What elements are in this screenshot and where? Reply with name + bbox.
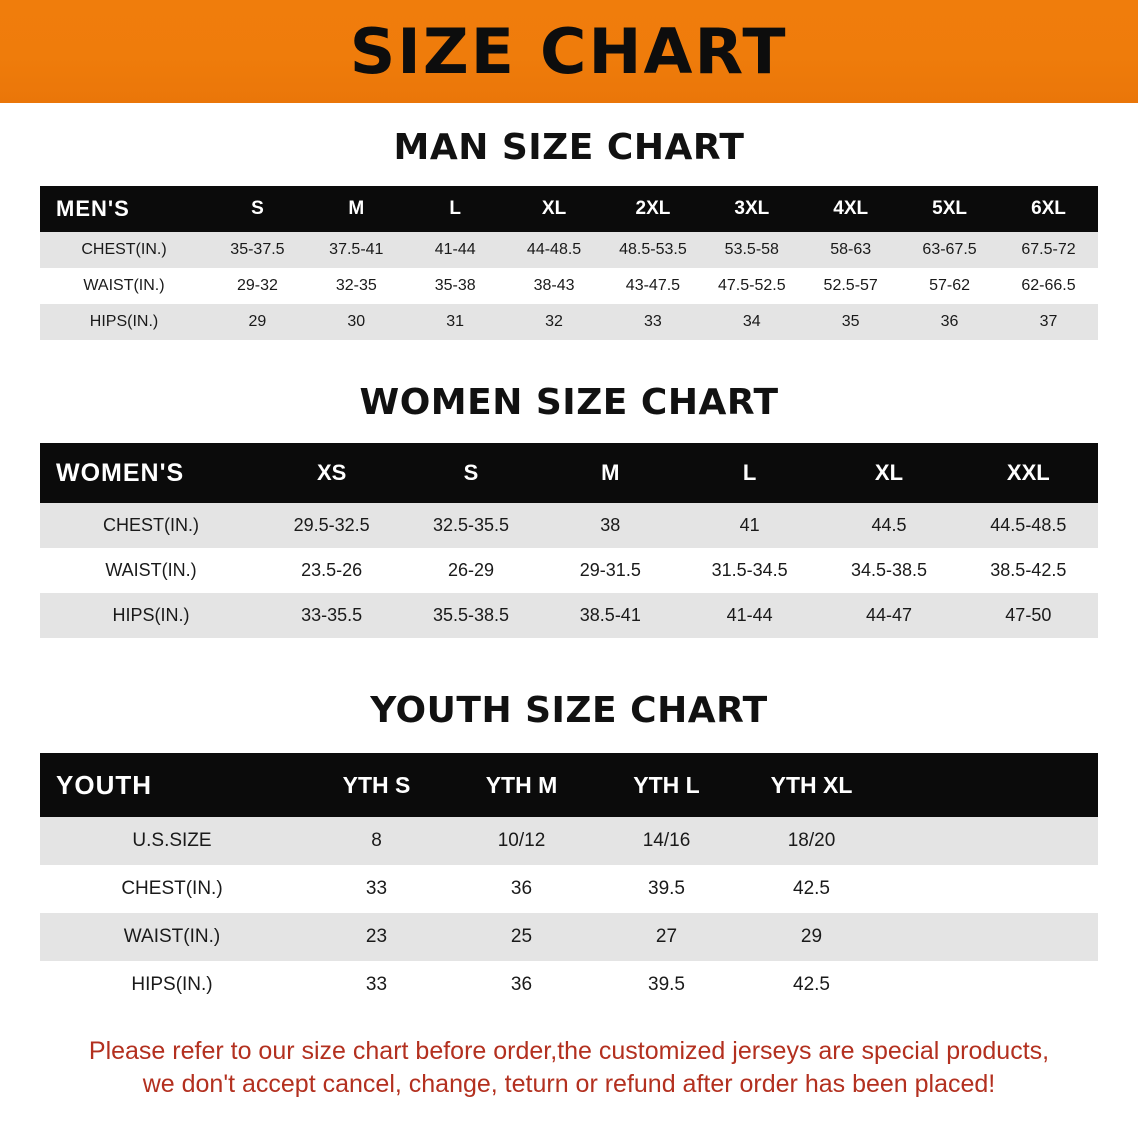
column-header: 2XL: [604, 186, 703, 232]
note-line-1: Please refer to our size chart before order,the customized jerseys are special products,: [88, 1037, 1050, 1065]
table-row: [40, 913, 1098, 961]
column-header: [884, 753, 1098, 817]
page-title: SIZE CHART: [350, 14, 788, 88]
table-row: [40, 304, 1098, 340]
column-header: XL: [505, 186, 604, 232]
table-cell: 32-35: [307, 268, 406, 304]
table-cell: 43-47.5: [604, 268, 703, 304]
column-header: XL: [819, 443, 958, 503]
column-header: WOMEN'S: [40, 443, 262, 503]
table-cell: 29: [739, 913, 884, 961]
table-cell: 57-62: [900, 268, 999, 304]
table-cell: 14/16: [594, 817, 739, 865]
table-cell: 41-44: [406, 232, 505, 268]
table-cell: 52.5-57: [801, 268, 900, 304]
table-cell: 48.5-53.5: [604, 232, 703, 268]
table-cell: 26-29: [401, 548, 540, 593]
table-cell: 33-35.5: [262, 593, 401, 638]
column-header: YTH XL: [739, 753, 884, 817]
table-cell: 38-43: [505, 268, 604, 304]
table-cell: 37.5-41: [307, 232, 406, 268]
table-cell: 35-38: [406, 268, 505, 304]
table-cell: 36: [449, 865, 594, 913]
women-size-table-wrapper: [40, 443, 1098, 638]
table-cell: 35-37.5: [208, 232, 307, 268]
table-cell: 44-48.5: [505, 232, 604, 268]
row-label: HIPS(IN.): [40, 961, 304, 1009]
table-cell: 44-47: [819, 593, 958, 638]
table-cell: 63-67.5: [900, 232, 999, 268]
table-cell: 29.5-32.5: [262, 503, 401, 548]
man-section-heading: MAN SIZE CHART: [393, 127, 745, 168]
table-cell: 41: [680, 503, 819, 548]
column-header: M: [307, 186, 406, 232]
column-header: S: [208, 186, 307, 232]
table-cell: 33: [304, 961, 449, 1009]
row-label: WAIST(IN.): [40, 913, 304, 961]
table-cell: [884, 913, 1098, 961]
table-cell: 34.5-38.5: [819, 548, 958, 593]
row-label: HIPS(IN.): [40, 304, 208, 340]
table-cell: 67.5-72: [999, 232, 1098, 268]
table-cell: 33: [604, 304, 703, 340]
table-cell: 53.5-58: [702, 232, 801, 268]
table-cell: [884, 961, 1098, 1009]
column-header: 3XL: [702, 186, 801, 232]
row-label: CHEST(IN.): [40, 503, 262, 548]
table-cell: 62-66.5: [999, 268, 1098, 304]
column-header: S: [401, 443, 540, 503]
youth-size-table: [40, 753, 1098, 1009]
column-header: YOUTH: [40, 753, 304, 817]
table-cell: 23: [304, 913, 449, 961]
table-cell: 25: [449, 913, 594, 961]
table-row: [40, 961, 1098, 1009]
table-cell: 38.5-41: [541, 593, 680, 638]
row-label: HIPS(IN.): [40, 593, 262, 638]
table-row: [40, 817, 1098, 865]
column-header: L: [680, 443, 819, 503]
column-header: M: [541, 443, 680, 503]
table-cell: 38: [541, 503, 680, 548]
man-size-table: [40, 186, 1098, 340]
table-cell: 39.5: [594, 865, 739, 913]
table-cell: 34: [702, 304, 801, 340]
women-section-heading: WOMEN SIZE CHART: [359, 382, 779, 423]
table-row: [40, 548, 1098, 593]
column-header: 6XL: [999, 186, 1098, 232]
table-row: [40, 503, 1098, 548]
column-header: YTH M: [449, 753, 594, 817]
table-row: [40, 268, 1098, 304]
column-header: XXL: [959, 443, 1098, 503]
row-label: U.S.SIZE: [40, 817, 304, 865]
table-cell: 31.5-34.5: [680, 548, 819, 593]
table-row: [40, 865, 1098, 913]
table-header-row: [40, 186, 1098, 232]
youth-size-table-wrapper: [40, 753, 1098, 1009]
column-header: 4XL: [801, 186, 900, 232]
table-cell: 32.5-35.5: [401, 503, 540, 548]
man-size-table-wrapper: [40, 186, 1098, 340]
table-cell: 44.5: [819, 503, 958, 548]
youth-section-heading: YOUTH SIZE CHART: [370, 690, 768, 731]
table-cell: 33: [304, 865, 449, 913]
table-cell: 31: [406, 304, 505, 340]
table-cell: 42.5: [739, 961, 884, 1009]
table-row: [40, 232, 1098, 268]
table-cell: 47.5-52.5: [702, 268, 801, 304]
table-cell: 32: [505, 304, 604, 340]
table-cell: 35.5-38.5: [401, 593, 540, 638]
table-cell: 39.5: [594, 961, 739, 1009]
table-cell: 8: [304, 817, 449, 865]
table-cell: 36: [449, 961, 594, 1009]
table-cell: 35: [801, 304, 900, 340]
column-header: L: [406, 186, 505, 232]
table-cell: 27: [594, 913, 739, 961]
table-cell: 10/12: [449, 817, 594, 865]
row-label: CHEST(IN.): [40, 232, 208, 268]
table-cell: 29: [208, 304, 307, 340]
row-label: WAIST(IN.): [40, 268, 208, 304]
table-cell: 41-44: [680, 593, 819, 638]
table-cell: 58-63: [801, 232, 900, 268]
table-cell: 29-31.5: [541, 548, 680, 593]
table-row: [40, 593, 1098, 638]
table-header-row: [40, 753, 1098, 817]
table-cell: 44.5-48.5: [959, 503, 1098, 548]
table-cell: [884, 865, 1098, 913]
table-header-row: [40, 443, 1098, 503]
women-size-table: [40, 443, 1098, 638]
table-cell: 29-32: [208, 268, 307, 304]
row-label: CHEST(IN.): [40, 865, 304, 913]
table-cell: [884, 817, 1098, 865]
table-cell: 18/20: [739, 817, 884, 865]
column-header: XS: [262, 443, 401, 503]
size-chart-banner: [0, 0, 1138, 103]
row-label: WAIST(IN.): [40, 548, 262, 593]
column-header: 5XL: [900, 186, 999, 232]
table-cell: 30: [307, 304, 406, 340]
table-cell: 37: [999, 304, 1098, 340]
table-cell: 42.5: [739, 865, 884, 913]
column-header: YTH L: [594, 753, 739, 817]
order-policy-note: [44, 1035, 1094, 1101]
table-cell: 38.5-42.5: [959, 548, 1098, 593]
table-cell: 47-50: [959, 593, 1098, 638]
table-cell: 23.5-26: [262, 548, 401, 593]
table-cell: 36: [900, 304, 999, 340]
column-header: YTH S: [304, 753, 449, 817]
column-header: MEN'S: [40, 186, 208, 232]
note-line-2: we don't accept cancel, change, teturn or refund after order has been placed!: [142, 1070, 996, 1098]
